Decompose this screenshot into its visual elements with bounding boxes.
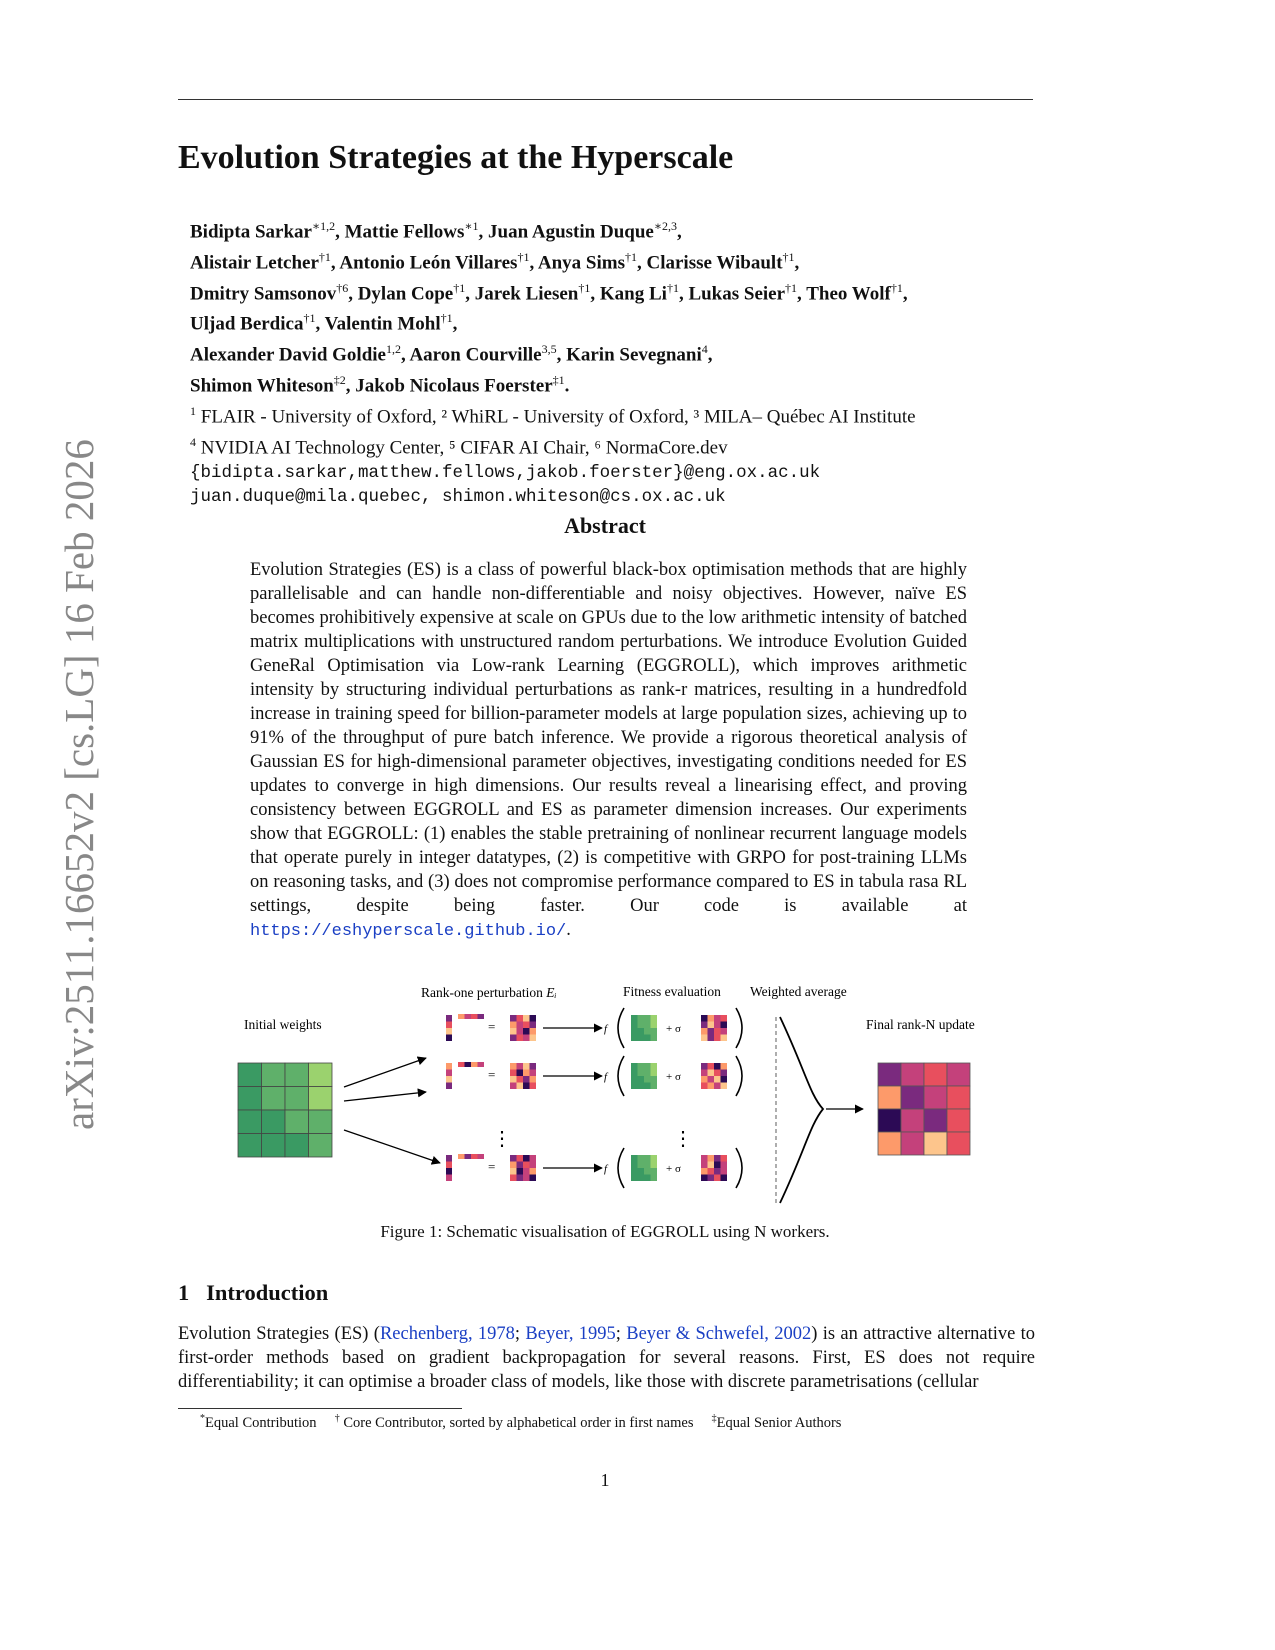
code-link[interactable]: https://eshyperscale.github.io/ — [250, 922, 567, 941]
weight-matrix-cell — [631, 1015, 638, 1022]
initial-weight-cell — [309, 1087, 333, 1111]
perturbed-matrix-cell — [714, 1076, 721, 1083]
weight-matrix-cell — [644, 1022, 651, 1029]
initial-weight-cell — [238, 1063, 262, 1087]
author-affiliation-mark: ‡1 — [552, 373, 565, 388]
abstract-end: . — [566, 920, 571, 940]
perturbed-matrix-cell — [708, 1070, 715, 1077]
initial-weight-cell — [285, 1063, 309, 1087]
perturbed-matrix-cell — [708, 1063, 715, 1070]
perturbed-matrix-cell — [721, 1076, 728, 1083]
final-update-cell — [901, 1063, 924, 1086]
author-name: Theo Wolf — [806, 282, 891, 304]
author-name: Aaron Courville — [409, 344, 542, 366]
perturbation-matrix-cell — [530, 1035, 537, 1042]
arrow-to-worker-1 — [344, 1058, 426, 1087]
weight-matrix-cell — [651, 1070, 658, 1077]
perturbation-row-vector-cell — [478, 1154, 485, 1159]
author-affiliation-mark: †6 — [336, 280, 349, 295]
perturbed-matrix-cell — [714, 1015, 721, 1022]
weighted-average-curve — [780, 1017, 823, 1203]
perturbation-column-vector-cell — [446, 1063, 452, 1070]
weight-matrix-cell — [631, 1063, 638, 1070]
author-affiliation-mark: ∗1,2 — [311, 219, 336, 233]
final-update-cell — [901, 1109, 924, 1132]
weight-matrix-cell — [644, 1162, 651, 1169]
final-update-cell — [924, 1086, 947, 1109]
label-initial-weights: Initial weights — [244, 1017, 322, 1032]
eggroll-schematic-figure — [230, 975, 1040, 1215]
perturbation-column-vector-cell — [446, 1035, 452, 1042]
weight-matrix-cell — [651, 1076, 658, 1083]
footnote-rule — [178, 1408, 462, 1409]
perturbed-matrix-cell — [708, 1155, 715, 1162]
left-parenthesis — [618, 1148, 624, 1188]
perturbed-matrix-cell — [721, 1028, 728, 1035]
weight-matrix-cell — [638, 1070, 645, 1077]
perturbation-matrix-cell — [517, 1076, 524, 1083]
perturbed-matrix-cell — [721, 1063, 728, 1070]
weight-matrix-cell — [638, 1155, 645, 1162]
perturbation-matrix-cell — [510, 1162, 517, 1169]
perturbed-matrix-cell — [714, 1035, 721, 1042]
perturbation-matrix-cell — [517, 1155, 524, 1162]
weight-matrix-cell — [651, 1083, 658, 1090]
weight-matrix-cell — [644, 1070, 651, 1077]
weight-matrix-cell — [644, 1168, 651, 1175]
perturbation-matrix-cell — [523, 1162, 530, 1169]
perturbed-matrix-cell — [701, 1083, 708, 1090]
final-update-cell — [924, 1109, 947, 1132]
plus-sigma-symbol: + σ — [666, 1071, 681, 1083]
weight-matrix-cell — [651, 1022, 658, 1029]
weight-matrix-cell — [644, 1155, 651, 1162]
ellipsis-dots: ⋮ — [492, 1128, 512, 1150]
final-update-cell — [924, 1132, 947, 1155]
author-affiliation-mark: †1 — [453, 280, 466, 295]
paper-title: Evolution Strategies at the Hyperscale — [178, 139, 734, 176]
weight-matrix-cell — [651, 1015, 658, 1022]
perturbed-matrix-cell — [701, 1028, 708, 1035]
perturbation-row-vector-cell — [458, 1154, 465, 1159]
perturbed-matrix-cell — [714, 1155, 721, 1162]
perturbed-matrix-cell — [701, 1162, 708, 1169]
perturbation-column-vector-cell — [446, 1162, 452, 1169]
perturbed-matrix-cell — [701, 1035, 708, 1042]
author-affiliation-mark: †1 — [666, 280, 679, 295]
perturbed-matrix-cell — [701, 1168, 708, 1175]
perturbed-matrix-cell — [714, 1162, 721, 1169]
perturbation-row-vector-cell — [458, 1014, 465, 1019]
initial-weight-cell — [262, 1087, 286, 1111]
weight-matrix-cell — [651, 1028, 658, 1035]
perturbation-matrix-cell — [517, 1035, 524, 1042]
final-update-cell — [924, 1063, 947, 1086]
initial-weight-cell — [309, 1110, 333, 1134]
final-update-cell — [947, 1109, 970, 1132]
weight-matrix-cell — [651, 1175, 658, 1182]
plus-sigma-symbol: + σ — [666, 1023, 681, 1035]
right-parenthesis — [736, 1008, 742, 1048]
perturbed-matrix-cell — [714, 1022, 721, 1029]
perturbed-matrix-cell — [721, 1175, 728, 1182]
author-affiliation-mark: 3,5 — [541, 342, 557, 357]
author-affiliation-mark: †1 — [440, 311, 453, 326]
author-name: Karin Sevegnani — [566, 344, 702, 366]
perturbation-matrix-cell — [517, 1162, 524, 1169]
perturbation-matrix-cell — [517, 1083, 524, 1090]
final-update-cell — [901, 1086, 924, 1109]
perturbed-matrix-cell — [714, 1175, 721, 1182]
perturbation-matrix-cell — [517, 1168, 524, 1175]
perturbation-matrix-cell — [510, 1015, 517, 1022]
weight-matrix-cell — [631, 1035, 638, 1042]
perturbed-matrix-cell — [701, 1070, 708, 1077]
author-name: Dmitry Samsonov — [190, 282, 337, 304]
perturbation-matrix-cell — [510, 1076, 517, 1083]
perturbation-row-vector-cell — [478, 1014, 485, 1019]
label-rank-one-perturbation: Rank-one perturbation Eᵢ — [421, 985, 557, 1000]
final-update-cell — [878, 1063, 901, 1086]
author-name: Bidipta Sarkar — [190, 221, 312, 243]
perturbed-matrix-cell — [714, 1028, 721, 1035]
perturbation-matrix-cell — [523, 1175, 530, 1182]
author-affiliation-mark: 4 — [701, 342, 708, 357]
perturbation-matrix-cell — [517, 1070, 524, 1077]
author-name: Alexander David Goldie — [190, 344, 386, 366]
perturbation-row-vector-cell — [465, 1154, 472, 1159]
initial-weight-cell — [238, 1134, 262, 1158]
weight-matrix-cell — [631, 1175, 638, 1182]
perturbation-matrix-cell — [517, 1063, 524, 1070]
weight-matrix-cell — [638, 1076, 645, 1083]
initial-weight-cell — [262, 1110, 286, 1134]
weight-matrix-cell — [651, 1063, 658, 1070]
abstract-body — [250, 558, 967, 944]
author-affiliation-mark: †1 — [303, 311, 316, 326]
author-name: Jakob Nicolaus Foerster — [355, 375, 553, 397]
left-parenthesis — [618, 1008, 624, 1048]
perturbation-matrix-cell — [530, 1076, 537, 1083]
perturbation-row-vector-cell — [465, 1014, 472, 1019]
perturbed-matrix-cell — [721, 1035, 728, 1042]
perturbed-matrix-cell — [714, 1063, 721, 1070]
author-line-4: Uljad Berdica$^{\dagger 1}$, Valentin Mohl$^{\dagger 1}$, — [190, 311, 458, 335]
author-name: Valentin Mohl — [324, 313, 441, 335]
email-line-1: {bidipta.sarkar,matthew.fellows,jakob.foerster}@eng.ox.ac.uk — [190, 462, 821, 483]
perturbed-matrix-cell — [721, 1015, 728, 1022]
arrow-to-worker-2 — [344, 1092, 426, 1101]
author-affiliation-mark: ‡2 — [333, 373, 346, 388]
weight-matrix-cell — [644, 1175, 651, 1182]
abstract-heading: Abstract — [564, 513, 646, 538]
perturbation-matrix-cell — [523, 1022, 530, 1029]
citation-beyer-schwefel[interactable]: Beyer & Schwefel, 2002 — [626, 1324, 812, 1344]
perturbation-matrix-cell — [523, 1155, 530, 1162]
weight-matrix-cell — [638, 1175, 645, 1182]
perturbed-matrix-cell — [701, 1175, 708, 1182]
perturbation-column-vector-cell — [446, 1175, 452, 1182]
perturbed-matrix-cell — [721, 1155, 728, 1162]
label-weighted-average: Weighted average — [750, 984, 847, 999]
weight-matrix-cell — [638, 1063, 645, 1070]
perturbed-matrix-cell — [714, 1168, 721, 1175]
affiliation-line-1: $^1$ FLAIR - University of Oxford, ² WhiRL - University of Oxford, ³ MILA– Québec AI Institute — [190, 403, 916, 428]
initial-weight-cell — [285, 1134, 309, 1158]
perturbation-matrix-cell — [530, 1070, 537, 1077]
fitness-function-symbol: f — [604, 1071, 608, 1083]
perturbed-matrix-cell — [708, 1015, 715, 1022]
author-affiliation-mark: †1 — [785, 280, 798, 295]
author-affiliation-mark: ∗1 — [464, 219, 479, 233]
perturbation-matrix-cell — [530, 1175, 537, 1182]
perturbed-matrix-cell — [721, 1162, 728, 1169]
perturbation-matrix-cell — [530, 1168, 537, 1175]
initial-weight-cell — [238, 1110, 262, 1134]
introduction-paragraph: Evolution Strategies (ES) (Rechenberg, 1978; Beyer, 1995; Beyer & Schwefel, 2002) is an attractive alternative to first-order methods based on gradient backpropagation for several reasons. First, ES does not require differentiability; it can optimise a broader class of models, like those with discrete parametrisations (cellular — [178, 1324, 1036, 1392]
weight-matrix-cell — [631, 1162, 638, 1169]
weight-matrix-cell — [644, 1035, 651, 1042]
author-affiliation-mark: †1 — [890, 280, 903, 295]
fitness-function-symbol: f — [604, 1163, 608, 1175]
author-name: Jarek Liesen — [474, 282, 579, 304]
perturbation-column-vector-cell — [446, 1155, 452, 1162]
author-line-2: Alistair Letcher$^{\dagger 1}$, Antonio León Villares$^{\dagger 1}$, Anya Sims$^{\dagger 1}$, Clarisse Wibault$^{\dagger 1}$, — [190, 249, 800, 274]
perturbed-matrix-cell — [701, 1076, 708, 1083]
perturbation-matrix-cell — [523, 1070, 530, 1077]
email-line-2: juan.duque@mila.quebec, shimon.whiteson@cs.ox.ac.uk — [190, 487, 726, 508]
section-heading-introduction: 1 Introduction — [178, 1280, 329, 1305]
initial-weight-cell — [238, 1087, 262, 1111]
final-update-cell — [947, 1132, 970, 1155]
perturbation-matrix-cell — [510, 1070, 517, 1077]
perturbation-matrix-cell — [530, 1063, 537, 1070]
perturbation-matrix-cell — [523, 1083, 530, 1090]
perturbation-matrix-cell — [510, 1175, 517, 1182]
perturbation-column-vector-cell — [446, 1028, 452, 1035]
perturbation-column-vector-cell — [446, 1022, 452, 1029]
label-fitness-evaluation: Fitness evaluation — [623, 984, 721, 999]
perturbation-matrix-cell — [523, 1063, 530, 1070]
author-name: Lukas Seier — [688, 282, 786, 304]
perturbation-matrix-cell — [523, 1168, 530, 1175]
page-number: 1 — [600, 1470, 610, 1490]
perturbation-matrix-cell — [523, 1076, 530, 1083]
perturbed-matrix-cell — [708, 1035, 715, 1042]
initial-weight-cell — [262, 1063, 286, 1087]
perturbation-matrix-cell — [523, 1028, 530, 1035]
weight-matrix-cell — [638, 1162, 645, 1169]
perturbed-matrix-cell — [721, 1022, 728, 1029]
footnote: *Equal Contribution † Core Contributor, sorted by alphabetical order in first names ‡Equal Senior Authors — [200, 1413, 842, 1431]
equals-sign: = — [488, 1159, 496, 1174]
ellipsis-dots: ⋮ — [673, 1128, 693, 1150]
perturbation-matrix-cell — [530, 1015, 537, 1022]
weight-matrix-cell — [638, 1168, 645, 1175]
final-update-cell — [878, 1132, 901, 1155]
fitness-function-symbol: f — [604, 1023, 608, 1035]
citation-beyer[interactable]: Beyer, 1995 — [525, 1324, 616, 1344]
initial-weight-cell — [309, 1063, 333, 1087]
author-line-3: Dmitry Samsonov$^{\dagger 6}$, Dylan Cope$^{\dagger 1}$, Jarek Liesen$^{\dagger 1}$, Kang Li$^{\dagger 1}$, Lukas Seier$^{\dagger 1}$, Theo Wolf$^{\dagger 1}$, — [190, 280, 908, 304]
weight-matrix-cell — [638, 1083, 645, 1090]
perturbation-row-vector-cell — [458, 1062, 465, 1067]
top-rule — [178, 99, 1033, 100]
perturbed-matrix-cell — [701, 1063, 708, 1070]
perturbed-matrix-cell — [721, 1083, 728, 1090]
perturbation-matrix-cell — [530, 1155, 537, 1162]
perturbed-matrix-cell — [721, 1168, 728, 1175]
perturbation-matrix-cell — [510, 1083, 517, 1090]
perturbation-row-vector-cell — [478, 1062, 485, 1067]
perturbation-matrix-cell — [517, 1175, 524, 1182]
final-update-cell — [878, 1109, 901, 1132]
perturbed-matrix-cell — [708, 1028, 715, 1035]
author-name: Kang Li — [599, 282, 667, 304]
perturbation-matrix-cell — [510, 1022, 517, 1029]
final-update-cell — [901, 1132, 924, 1155]
perturbed-matrix-cell — [701, 1022, 708, 1029]
perturbation-matrix-cell — [510, 1063, 517, 1070]
perturbation-row-vector-cell — [471, 1014, 478, 1019]
final-update-cell — [878, 1086, 901, 1109]
perturbation-matrix-cell — [510, 1035, 517, 1042]
weight-matrix-cell — [651, 1168, 658, 1175]
weight-matrix-cell — [644, 1028, 651, 1035]
perturbation-row-vector-cell — [471, 1062, 478, 1067]
author-line-5: Alexander David Goldie$^{1,2}$, Aaron Courville$^{3,5}$, Karin Sevegnani$^4$, — [190, 342, 713, 366]
author-name: Antonio León Villares — [339, 252, 518, 274]
citation-rechenberg[interactable]: Rechenberg, 1978 — [379, 1324, 515, 1344]
author-name: Clarisse Wibault — [646, 252, 783, 274]
author-affiliation-mark: ∗2,3 — [653, 219, 677, 233]
weight-matrix-cell — [631, 1076, 638, 1083]
perturbed-matrix-cell — [708, 1022, 715, 1029]
affiliation-line-2: $^4$ NVIDIA AI Technology Center, ⁵ CIFAR AI Chair, ⁶ NormaCore.dev — [190, 434, 728, 459]
author-line-6: Shimon Whiteson$^{\ddagger 2}$, Jakob Nicolaus Foerster$^{\ddagger 1}$. — [190, 373, 570, 397]
author-affiliation-mark: 1,2 — [386, 342, 401, 357]
weight-matrix-cell — [638, 1028, 645, 1035]
weight-matrix-cell — [631, 1155, 638, 1162]
perturbation-matrix-cell — [530, 1162, 537, 1169]
perturbed-matrix-cell — [708, 1076, 715, 1083]
left-parenthesis — [618, 1056, 624, 1096]
equals-sign: = — [488, 1019, 496, 1034]
weight-matrix-cell — [638, 1022, 645, 1029]
perturbation-row-vector-cell — [465, 1062, 472, 1067]
author-affiliation-mark: †1 — [782, 249, 795, 264]
arxiv-identifier: arXiv:2511.16652v2 [cs.LG] 16 Feb 2026 — [56, 439, 102, 1130]
weight-matrix-cell — [631, 1022, 638, 1029]
perturbed-matrix-cell — [701, 1155, 708, 1162]
right-parenthesis — [736, 1148, 742, 1188]
perturbation-row-vector-cell — [471, 1154, 478, 1159]
weight-matrix-cell — [631, 1168, 638, 1175]
perturbation-column-vector-cell — [446, 1015, 452, 1022]
perturbation-matrix-cell — [530, 1028, 537, 1035]
weight-matrix-cell — [644, 1083, 651, 1090]
author-name: Shimon Whiteson — [190, 375, 334, 397]
final-update-cell — [947, 1063, 970, 1086]
weight-matrix-cell — [644, 1015, 651, 1022]
perturbation-column-vector-cell — [446, 1083, 452, 1090]
initial-weight-cell — [262, 1134, 286, 1158]
perturbed-matrix-cell — [708, 1162, 715, 1169]
weight-matrix-cell — [631, 1083, 638, 1090]
perturbed-matrix-cell — [714, 1070, 721, 1077]
abstract-text: Evolution Strategies (ES) is a class of powerful black-box optimisation methods that are highly parallelisable and can handle non-differentiable and noisy objectives. However, naïve ES becomes prohibitively expensive at scale on GPUs due to the low arithmetic intensity of batched matrix multiplications with unstructured random perturbations. We introduce Evolution Guided GeneRal Optimisation via Low-rank Learning (EGGROLL), which improves arithmetic intensity by structuring individual perturbations as rank-r matrices, resulting in a hundredfold increase in training speed for billion-parameter models at large population sizes, achieving up to 91% of the throughput of pure batch inference. We provide a rigorous theoretical analysis of Gaussian ES for high-dimensional parameter objectives, investigating conditions needed for ES updates to converge in high dimensions. Our results reveal a linearising effect, and proving consistency between EGGROLL and ES as parameter dimension increases. Our experiments show that EGGROLL: (1) enables the stable pretraining of nonlinear recurrent language models that operate purely in integer datatypes, (2) is competitive with GRPO for post-training LLMs on reasoning tasks, and (3) does not compromise performance compared to ES in tabula rasa RL settings, despite being faster. Our code is available at — [250, 560, 967, 916]
author-name: Alistair Letcher — [190, 252, 319, 274]
perturbed-matrix-cell — [708, 1168, 715, 1175]
weight-matrix-cell — [638, 1035, 645, 1042]
weight-matrix-cell — [631, 1028, 638, 1035]
figure-caption: Figure 1: Schematic visualisation of EGGROLL using N workers. — [380, 1222, 830, 1241]
initial-weight-cell — [309, 1134, 333, 1158]
perturbed-matrix-cell — [701, 1015, 708, 1022]
perturbation-column-vector-cell — [446, 1070, 452, 1077]
weight-matrix-cell — [651, 1162, 658, 1169]
perturbation-column-vector-cell — [446, 1076, 452, 1083]
author-line-1: Bidipta Sarkar$^{∗1,2}$, Mattie Fellows$^{∗1}$, Juan Agustin Duque$^{∗2,3}$, — [190, 219, 682, 243]
weight-matrix-cell — [644, 1063, 651, 1070]
author-name: Uljad Berdica — [190, 313, 304, 335]
perturbation-matrix-cell — [517, 1015, 524, 1022]
author-affiliation-mark: †1 — [318, 249, 331, 264]
author-affiliation-mark: †1 — [517, 249, 530, 264]
initial-weight-cell — [285, 1110, 309, 1134]
final-update-cell — [947, 1086, 970, 1109]
weight-matrix-cell — [638, 1015, 645, 1022]
perturbation-matrix-cell — [530, 1083, 537, 1090]
perturbed-matrix-cell — [714, 1083, 721, 1090]
perturbed-matrix-cell — [721, 1070, 728, 1077]
author-name: Juan Agustin Duque — [488, 221, 654, 243]
weight-matrix-cell — [631, 1070, 638, 1077]
perturbation-matrix-cell — [517, 1022, 524, 1029]
weight-matrix-cell — [651, 1035, 658, 1042]
author-name: Anya Sims — [537, 252, 625, 274]
perturbation-column-vector-cell — [446, 1168, 452, 1175]
initial-weight-cell — [285, 1087, 309, 1111]
label-final-update: Final rank-N update — [866, 1017, 975, 1032]
right-parenthesis — [736, 1056, 742, 1096]
weight-matrix-cell — [644, 1076, 651, 1083]
perturbed-matrix-cell — [708, 1083, 715, 1090]
perturbation-matrix-cell — [530, 1022, 537, 1029]
perturbation-matrix-cell — [510, 1168, 517, 1175]
perturbation-matrix-cell — [517, 1028, 524, 1035]
arrow-to-worker-N — [344, 1130, 440, 1163]
perturbation-matrix-cell — [510, 1155, 517, 1162]
perturbation-matrix-cell — [510, 1028, 517, 1035]
plus-sigma-symbol: + σ — [666, 1163, 681, 1175]
author-affiliation-mark: †1 — [625, 249, 637, 264]
author-affiliation-mark: †1 — [578, 280, 591, 295]
author-block — [190, 214, 916, 510]
author-name: Dylan Cope — [357, 282, 454, 304]
author-name: Mattie Fellows — [344, 221, 465, 243]
weight-matrix-cell — [651, 1155, 658, 1162]
perturbed-matrix-cell — [708, 1175, 715, 1182]
perturbation-matrix-cell — [523, 1035, 530, 1042]
perturbation-matrix-cell — [523, 1015, 530, 1022]
equals-sign: = — [488, 1067, 496, 1082]
